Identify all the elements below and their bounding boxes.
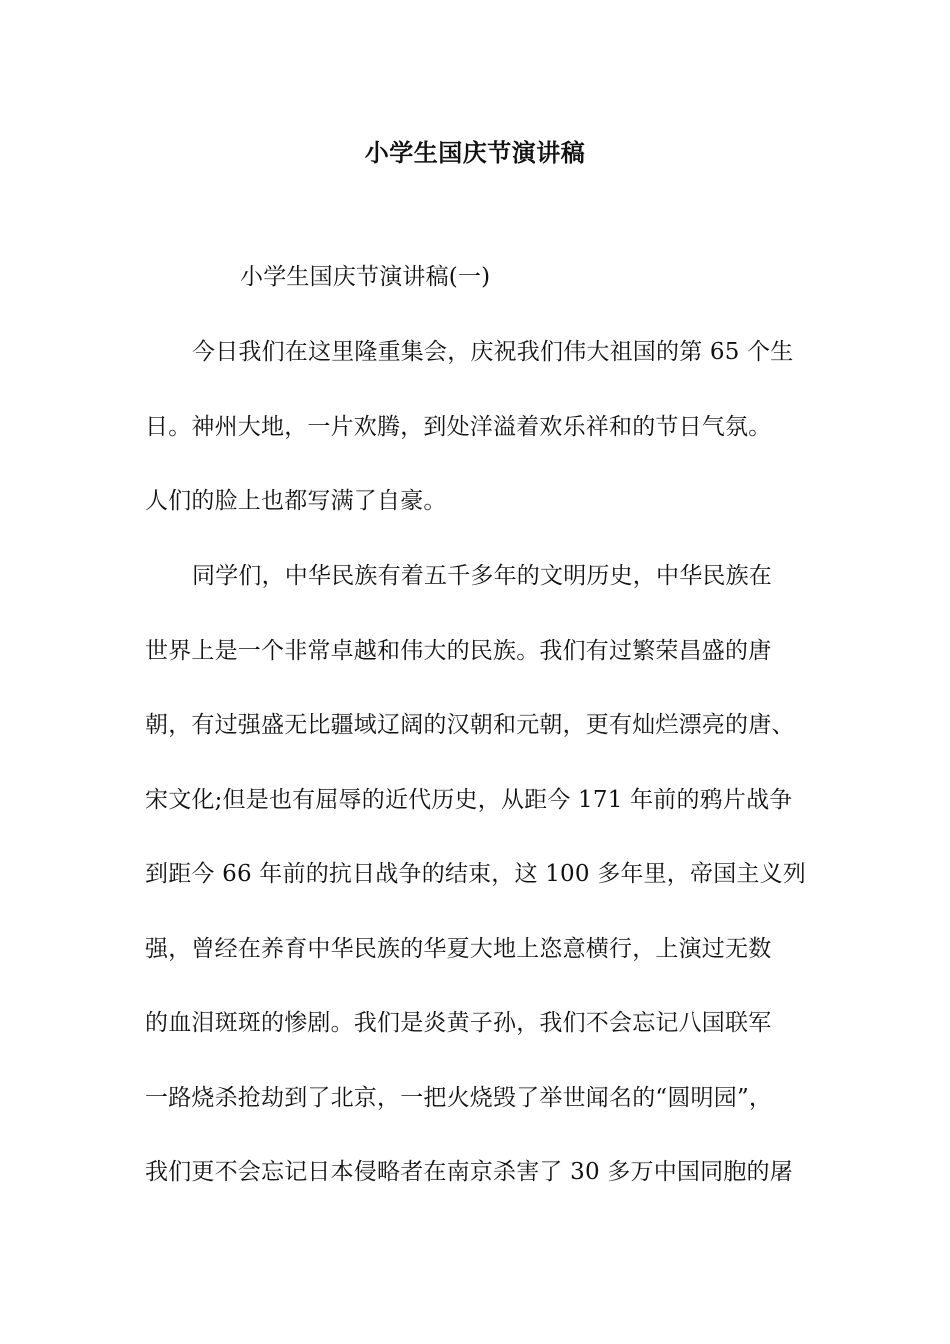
paragraph-line: 朝，有过强盛无比疆域辽阔的汉朝和元朝，更有灿烂漂亮的唐、 <box>145 712 795 738</box>
paragraph-line: 一路烧杀抢劫到了北京，一把火烧毁了举世闻名的“圆明园”， <box>145 1085 773 1111</box>
document-title: 小学生国庆节演讲稿 <box>364 139 586 167</box>
paragraph-line: 强，曾经在养育中华民族的华夏大地上恣意横行，上演过无数 <box>145 936 772 962</box>
section-heading: 小学生国庆节演讲稿(一) <box>240 264 491 290</box>
paragraph-line: 世界上是一个非常卓越和伟大的民族。我们有过繁荣昌盛的唐 <box>145 638 772 664</box>
paragraph-line: 人们的脸上也都写满了自豪。 <box>145 488 447 514</box>
paragraph-line: 宋文化;但是也有屈辱的近代历史，从距今 171 年前的鸦片战争 <box>145 787 793 813</box>
paragraph-line: 同学们，中华民族有着五千多年的文明历史，中华民族在 <box>192 563 772 589</box>
paragraph-line: 到距今 66 年前的抗日战争的结束，这 100 多年里，帝国主义列 <box>145 861 807 887</box>
paragraph-line: 日。神州大地，一片欢腾，到处洋溢着欢乐祥和的节日气氛。 <box>145 414 772 440</box>
paragraph-line: 的血泪斑斑的惨剧。我们是炎黄子孙，我们不会忘记八国联军 <box>145 1010 772 1036</box>
paragraph-line: 今日我们在这里隆重集会，庆祝我们伟大祖国的第 65 个生 <box>192 339 794 365</box>
paragraph-line: 我们更不会忘记日本侵略者在南京杀害了 30 多万中国同胞的屠 <box>145 1159 793 1185</box>
